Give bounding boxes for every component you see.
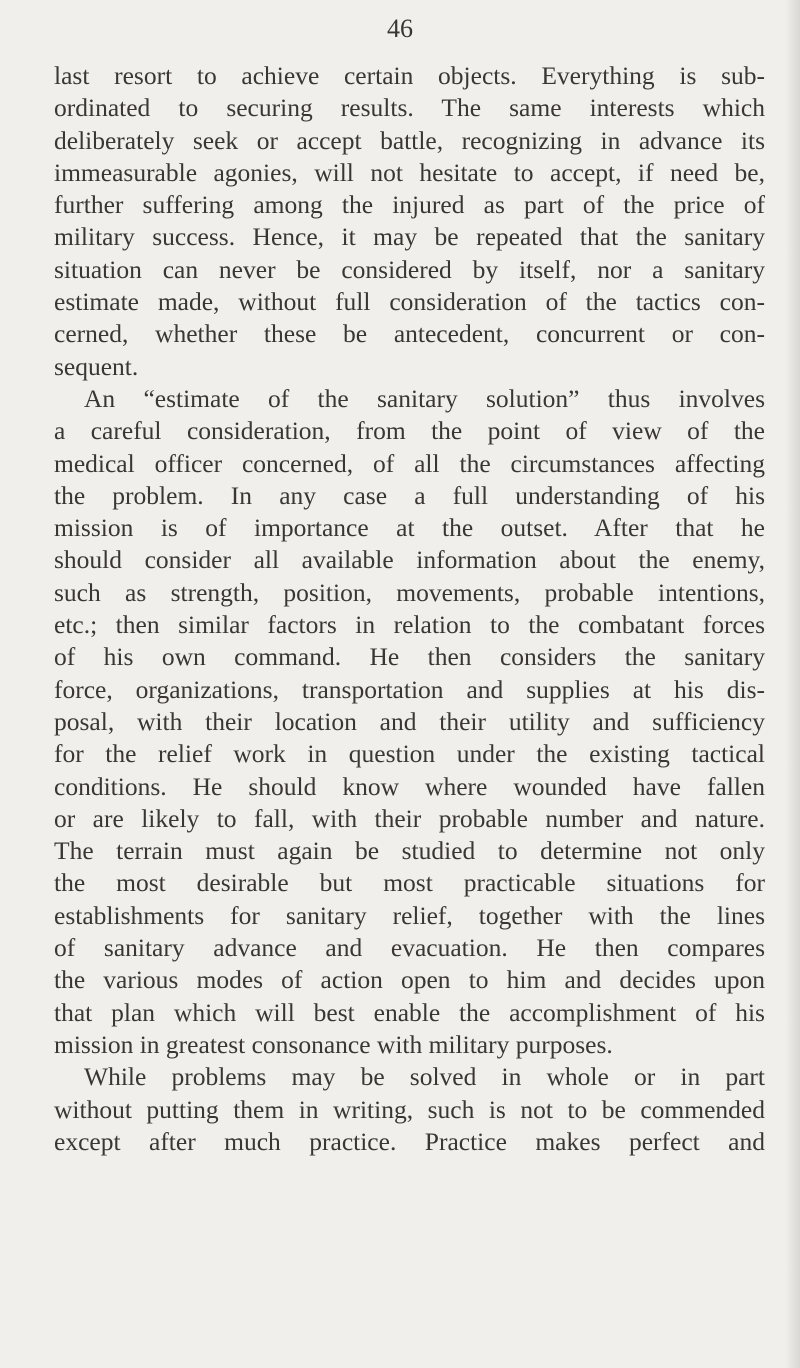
text-line: An “estimate of the sanitary solution” thus involves xyxy=(84,383,765,413)
text-line: a careful consideration, from the point of view of the xyxy=(54,416,765,446)
text-line: or are likely to fall, with their probable number and nature. xyxy=(54,803,765,833)
text-line: such as strength, position, movements, probable intentions, xyxy=(54,577,765,607)
text-line: situation can never be considered by itself, nor a sanitary xyxy=(54,254,765,284)
text-line: of sanitary advance and evacuation. He then compares xyxy=(54,933,765,963)
text-line: cerned, whether these be antecedent, concurrent or con- xyxy=(54,319,765,349)
text-line: the various modes of action open to him and decides upon xyxy=(54,965,765,995)
text-line: etc.; then similar factors in relation to the combatant forces xyxy=(54,610,765,640)
text-line: force, organizations, transportation and supplies at his dis- xyxy=(54,674,765,704)
text-line: ordinated to securing results. The same interests which xyxy=(54,93,765,123)
text-line: except after much practice. Practice makes perfect and xyxy=(54,1126,765,1156)
text-line: of his own command. He then considers the sanitary xyxy=(54,642,765,672)
text-line: mission in greatest consonance with military purposes. xyxy=(54,1029,613,1059)
text-line: While problems may be solved in whole or in part xyxy=(84,1062,765,1092)
text-line: mission is of importance at the outset. After that he xyxy=(54,513,765,543)
page-edge-shadow xyxy=(786,0,800,1368)
text-line: The terrain must again be studied to determine not only xyxy=(54,836,765,866)
text-line: should consider all available information about the enemy, xyxy=(54,545,765,575)
text-line: the problem. In any case a full understanding of his xyxy=(54,480,765,510)
body-text xyxy=(54,60,765,1158)
text-line: military success. Hence, it may be repeated that the sanitary xyxy=(54,222,765,252)
text-line: for the relief work in question under the existing tactical xyxy=(54,739,765,769)
text-line: immeasurable agonies, will not hesitate to accept, if need be, xyxy=(54,157,765,187)
text-line: medical officer concerned, of all the circumstances affecting xyxy=(54,448,765,478)
text-line: estimate made, without full consideration of the tactics con- xyxy=(54,287,765,317)
text-line: last resort to achieve certain objects. Everything is sub- xyxy=(54,61,765,90)
text-line: sequent. xyxy=(54,351,139,381)
text-line: establishments for sanitary relief, together with the lines xyxy=(54,900,765,930)
text-line: the most desirable but most practicable situations for xyxy=(54,868,765,898)
text-line: posal, with their location and their utility and sufficiency xyxy=(54,706,765,736)
page-number: 46 xyxy=(387,14,413,43)
text-line: conditions. He should know where wounded have fallen xyxy=(54,771,765,801)
text-line: further suffering among the injured as part of the price of xyxy=(54,190,765,220)
text-line: that plan which will best enable the accomplishment of his xyxy=(54,997,765,1027)
text-line: without putting them in writing, such is not to be commended xyxy=(54,1094,765,1124)
text-line: deliberately seek or accept battle, recognizing in advance its xyxy=(54,125,765,155)
